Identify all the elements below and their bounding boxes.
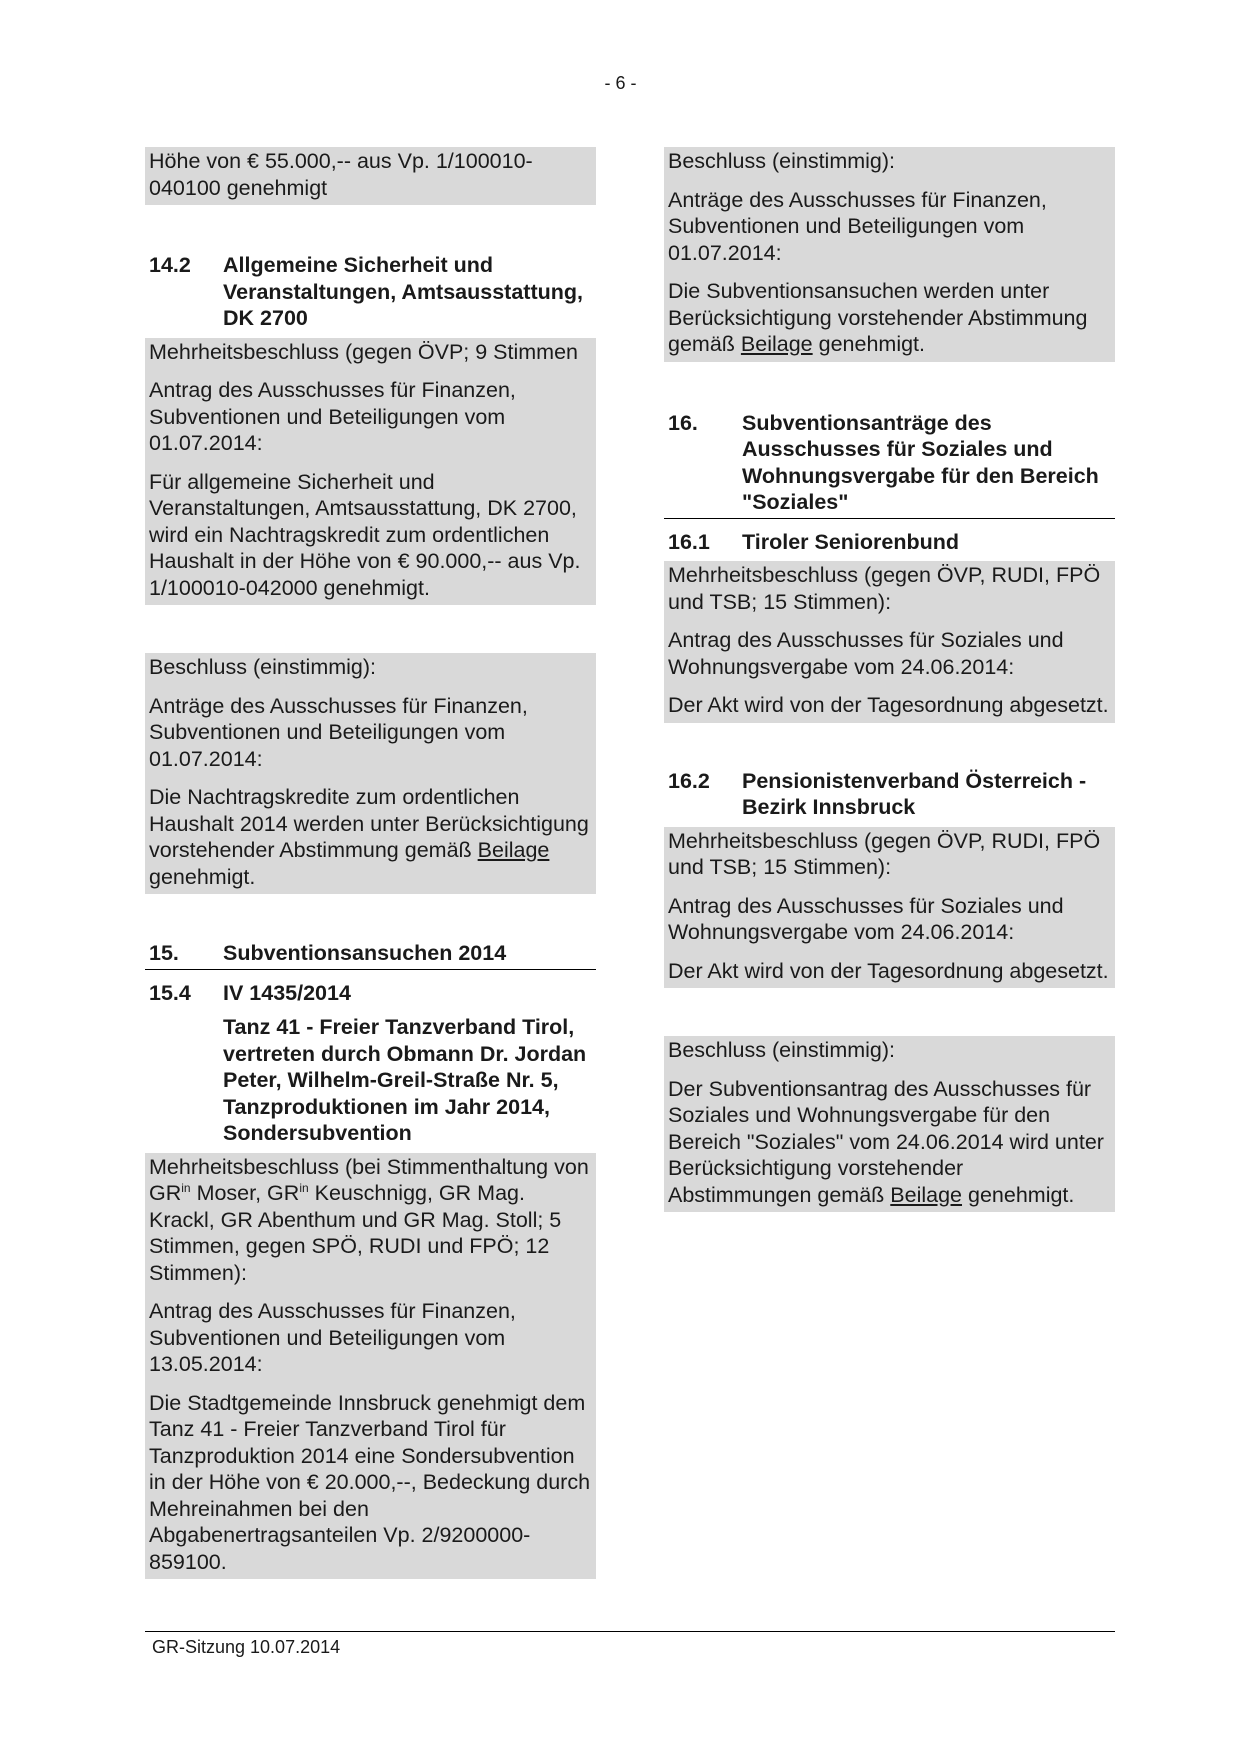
section-16-2-heading xyxy=(664,768,1115,821)
decision-text: Die Subventionsansuchen werden unter Berücksichtigung vorstehender Abstimmung gemäß Beilage genehmigt. xyxy=(668,279,1088,356)
antrag-text: Anträge des Ausschusses für Finanzen, Subventionen und Beteiligungen vom 01.07.2014: xyxy=(668,187,1047,265)
intro-text: Höhe von € 55.000,-- aus Vp. 1/100010-040100 genehmigt xyxy=(149,149,533,200)
footer-text: GR-Sitzung 10.07.2014 xyxy=(152,1637,341,1657)
intro-box xyxy=(145,147,596,205)
vote-text: Mehrheitsbeschluss (gegen ÖVP, RUDI, FPÖ und TSB; 15 Stimmen): xyxy=(668,563,1101,614)
vote-text: Mehrheitsbeschluss (gegen ÖVP; 9 Stimmen xyxy=(149,339,579,364)
section-number: 15.4 xyxy=(149,980,191,1005)
section-title: Pensionistenverband Österreich - Bezirk Innsbruck xyxy=(742,768,1087,819)
right-column xyxy=(664,147,1115,1212)
footer-divider xyxy=(145,1631,1115,1632)
antrag-text: Anträge des Ausschusses für Finanzen, Subventionen und Beteiligungen vom 01.07.2014: xyxy=(149,693,528,771)
beilage-link[interactable]: Beilage xyxy=(890,1182,963,1207)
beschluss-box-right-1 xyxy=(664,147,1115,362)
page-number: - 6 - xyxy=(604,73,637,93)
section-number: 16. xyxy=(668,410,698,435)
beschluss-label: Beschluss (einstimmig): xyxy=(668,149,895,173)
beilage-link[interactable]: Beilage xyxy=(740,332,813,356)
antrag-text: Antrag des Ausschusses für Soziales und Wohnungsvergabe vom 24.06.2014: xyxy=(668,628,1064,679)
decision-text: Die Stadtgemeinde Innsbruck genehmigt dem Tanz 41 - Freier Tanzverband Tirol für Tanzproduktion 2014 eine Sondersubvention in der Höhe von € 20.000,--, Bedeckung durch Mehreinahmen bei den Abgabenertragsanteilen Vp. 2/9200000-859100. xyxy=(149,1390,591,1574)
section-title: Subventionsanträge des Ausschusses für Soziales und Wohnungsvergabe für den Bereich "Soziales" xyxy=(742,410,1099,514)
beschluss-label: Beschluss (einstimmig): xyxy=(668,1038,895,1062)
section-15-heading xyxy=(145,940,596,970)
decision-text: Die Nachtragskredite zum ordentlichen Haushalt 2014 werden unter Berücksichtigung vorstehender Abstimmung gemäß Beilage genehmigt. xyxy=(149,785,589,889)
beilage-link[interactable]: Beilage xyxy=(477,838,550,862)
decision-text: Der Subventionsantrag des Ausschusses für Soziales und Wohnungsvergabe für den Bereich "Soziales" vom 24.06.2014 wird unter Berücksichtigung vorstehender Abstimmungen gemäß Beilage genehmigt. xyxy=(668,1076,1104,1207)
decision-text: Für allgemeine Sicherheit und Veranstaltungen, Amtsausstattung, DK 2700, wird ein Nachtragskredit zum ordentlichen Haushalt in der Höhe von € 90.000,-- aus Vp. 1/100010-042000 genehmigt. xyxy=(149,469,581,600)
section-15-4-box xyxy=(145,1153,596,1580)
decision-text: Der Akt wird von der Tagesordnung abgesetzt. xyxy=(668,693,1109,717)
decision-text: Der Akt wird von der Tagesordnung abgesetzt. xyxy=(668,958,1109,983)
vote-text: Mehrheitsbeschluss (gegen ÖVP, RUDI, FPÖ und TSB; 15 Stimmen): xyxy=(668,828,1101,879)
antrag-text: Antrag des Ausschusses für Soziales und Wohnungsvergabe vom 24.06.2014: xyxy=(668,893,1064,944)
section-15-4-heading xyxy=(145,980,596,1007)
section-16-heading xyxy=(664,410,1115,519)
section-title: Subventionsansuchen 2014 xyxy=(223,941,507,965)
antrag-text: Antrag des Ausschusses für Finanzen, Subventionen und Beteiligungen vom 13.05.2014: xyxy=(149,1299,516,1376)
section-14-2-heading xyxy=(145,252,596,332)
beschluss-label: Beschluss (einstimmig): xyxy=(149,655,376,679)
section-15-4-subtitle: Tanz 41 - Freier Tanzverband Tirol, vertreten durch Obmann Dr. Jordan Peter, Wilhelm-Greil-Straße Nr. 5, Tanzproduktionen im Jahr 2014, Sondersubvention xyxy=(223,1015,587,1145)
antrag-text: Antrag des Ausschusses für Finanzen, Subventionen und Beteiligungen vom 01.07.2014: xyxy=(149,378,516,455)
section-number: 14.2 xyxy=(149,253,191,277)
section-number: 16.2 xyxy=(668,768,710,793)
section-title: Tiroler Seniorenbund xyxy=(742,529,960,554)
beschluss-box-right-2 xyxy=(664,1036,1115,1212)
section-number: 15. xyxy=(149,941,179,965)
left-column xyxy=(145,147,596,1579)
section-16-1-heading xyxy=(664,529,1115,556)
section-title: IV 1435/2014 xyxy=(223,980,351,1005)
section-title: Allgemeine Sicherheit und Veranstaltungen, Amtsausstattung, DK 2700 xyxy=(223,253,583,330)
section-16-1-box xyxy=(664,561,1115,723)
beschluss-box-left xyxy=(145,653,596,894)
section-16-2-box xyxy=(664,827,1115,989)
vote-text: Mehrheitsbeschluss (bei Stimmenthaltung von $GR^{in}$ Moser, $GR^{in}$ Keuschnigg, GR Mag. Krackl, GR Abenthum und GR Mag. Stoll; 5 Stimmen, gegen SPÖ, RUDI und FPÖ; 12 Stimmen): xyxy=(149,1154,589,1285)
section-number: 16.1 xyxy=(668,529,710,554)
section-14-2-box xyxy=(145,338,596,606)
